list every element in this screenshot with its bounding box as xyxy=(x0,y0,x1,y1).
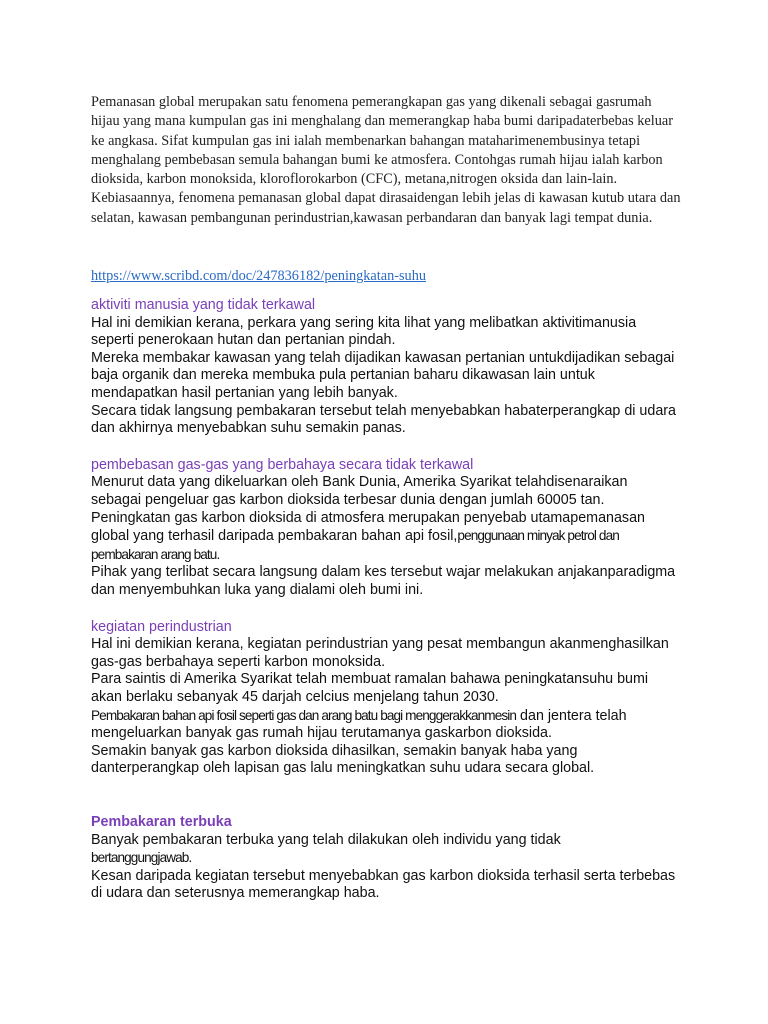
paragraph xyxy=(91,510,681,565)
section-title: pembebasan gas-gas yang berbahaya secara tidak terkawal xyxy=(91,456,474,473)
paragraph: Pihak yang terlibat secara langsung dalam kes tersebut wajar melakukan anjakanparadigma dan menyembuhkan luka yang dialami oleh bumi ini. xyxy=(91,564,676,598)
document-content xyxy=(91,93,681,903)
paragraph: Banyak pembakaran terbuka yang telah dilakukan oleh individu yang tidak xyxy=(91,831,561,848)
paragraph: Semakin banyak gas karbon dioksida dihasilkan, semakin banyak haba yang danterperangkap oleh lapisan gas lalu meningkatkan suhu udara secara global. xyxy=(91,742,595,777)
intro-paragraph: Pemanasan global merupakan satu fenomena pemerangkapan gas yang dikenali sebagai gasrumah hijau yang mana kumpulan gas ini menghalang dan memerangkap haba bumi daripadaterbebas keluar ke angkasa. Sifat kumpulan gas ini ialah membenarkan bahangan mataharimenembusinya tetapi menghalang pembebasan semula bahangan bumi ke atmosfera. Contohgas rumah hijau ialah karbon dioksida, karbon monoksida, kloroflorokarbon (CFC), metana,nitrogen oksida dan lain-lain. Kebiasaannya, fenomena pemanasan global dapat dirasaidengan lebih jelas di kawasan kutub utara dan selatan, kawasan pembangunan perindustrian,kawasan perbandaran dan banyak lagi tempat dunia. xyxy=(91,94,681,226)
section-pembebasan-gas xyxy=(91,457,681,600)
paragraph-text: dan jentera telah mengeluarkan banyak gas rumah hijau terutamanya gaskarbon dioksida. xyxy=(91,707,627,742)
paragraph: Kesan daripada kegiatan tersebut menyebabkan gas karbon dioksida terhasil serta terbebas di udara dan seterusnya memerangkap haba. xyxy=(91,867,676,902)
paragraph: Hal ini demikian kerana, perkara yang sering kita lihat yang melibatkan aktivitimanusia seperti penerokaan hutan dan pertanian pindah. xyxy=(91,314,637,349)
paragraph xyxy=(91,707,681,743)
paragraph: Hal ini demikian kerana, kegiatan perindustrian yang pesat membangun akanmenghasilkan gas-gas berbahaya seperti karbon monoksida. xyxy=(91,636,669,670)
paragraph-text-condensed: bertanggungjawab. xyxy=(91,850,192,866)
paragraph xyxy=(91,849,681,868)
paragraph: Secara tidak langsung pembakaran tersebut telah menyebabkan habaterperangkap di udara dan akhirnya menyebabkan suhu semakin panas. xyxy=(91,402,676,437)
source-link[interactable]: https://www.scribd.com/doc/247836182/peningkatan-suhu xyxy=(91,268,427,285)
paragraph: Para saintis di Amerika Syarikat telah membuat ramalan bahawa peningkatansuhu bumi akan berlaku sebanyak 45 darjah celcius menjelang tahun 2030. xyxy=(91,671,649,705)
paragraph: Menurut data yang dikeluarkan oleh Bank Dunia, Amerika Syarikat telahdisenaraikan sebagai pengeluar gas karbon dioksida terbesar dunia dengan jumlah 60005 tan. xyxy=(91,474,628,509)
section-aktiviti-manusia xyxy=(91,297,681,438)
section-title: Pembakaran terbuka xyxy=(91,813,232,830)
section-title: kegiatan perindustrian xyxy=(91,618,232,635)
section-kegiatan-perindustrian xyxy=(91,619,681,778)
paragraph-text: Peningkatan gas karbon dioksida di atmosfera merupakan penyebab utamapemanasan global yang terhasil daripada pembakaran bahan api fosil, xyxy=(91,509,645,545)
paragraph: Mereka membakar kawasan yang telah dijadikan kawasan pertanian untukdijadikan sebagai baja organik dan mereka membuka pula pertanian baharu dikawasan lain untuk mendapatkan hasil pertanian yang lebih banyak. xyxy=(91,349,675,402)
paragraph-text-condensed: Pembakaran bahan api fosil seperti gas dan arang batu bagi menggerakkanmesin xyxy=(91,707,517,723)
section-pembakaran-terbuka xyxy=(91,814,681,903)
paragraph-text-condensed: penggunaan minyak petrol dan pembakaran arang batu. xyxy=(91,528,619,562)
section-title: aktiviti manusia yang tidak terkawal xyxy=(91,297,316,314)
